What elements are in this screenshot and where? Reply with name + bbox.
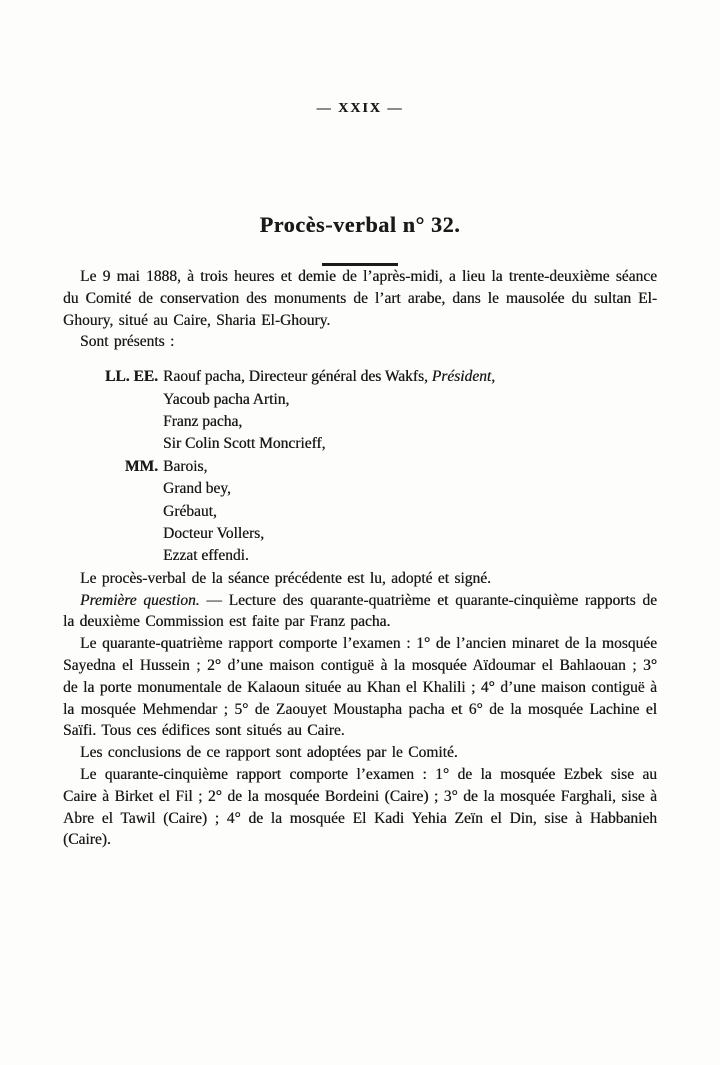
attendee-row [63, 456, 657, 478]
question-label: Première question. [80, 591, 200, 609]
report-44-paragraph: Le quarante-quatrième rapport comporte l’examen : 1° de l’ancien minaret de la mosquée Sayedna el Hussein ; 2° d’une maison contiguë à la mosquée Aïdoumar el Bahlaouan ; 3° de la porte monumentale de Kalaoun située au Khan el Khalili ; 4° d’une maison contiguë à la mosquée Mehmendar ; 5° de Zaouyet Moustapha pacha et 6° de la mosquée Lachine el Saïfi. Tous ces édifices sont situés au Caire. [63, 635, 657, 740]
attendee-group-label [63, 411, 163, 433]
attendee-name: Grand bey, [163, 480, 231, 498]
presents-label: Sont présents : [80, 333, 175, 351]
attendee-name: Ezzat effendi. [163, 547, 249, 565]
attendee-group-label [63, 433, 163, 455]
attendee-row [63, 411, 657, 433]
attendees-list [63, 366, 657, 568]
attendee-name: Franz pacha, [163, 413, 243, 430]
report-44-conclusion: Les conclusions de ce rapport sont adoptées par le Comité. [80, 744, 458, 762]
attendee-name [163, 366, 657, 388]
attendee-name-text: Raouf pacha, Directeur général des Wakfs, [163, 368, 432, 386]
attendee-group-label [63, 478, 163, 500]
attendee-group-label [63, 501, 163, 523]
report-45-paragraph: Le quarante-cinquième rapport comporte l’examen : 1° de la mosquée Ezbek sise au Caire à Birket el Fil ; 2° de la mosquée Bordeini (Caire) ; 3° de la mosquée Farghali, sise à Abre el Tawil (Caire) ; 4° de la mosquée El Kadi Yehia Zeïn el Din, sise à Habbanieh (Caire). [63, 766, 657, 849]
attendee-group-label: LL. EE. [105, 368, 158, 386]
page-number: — XXIX — [316, 101, 404, 116]
attendee-name: Grébaut, [163, 502, 217, 520]
attendee-role-president: Président, [431, 368, 496, 386]
first-question-paragraph [63, 590, 657, 634]
intro-paragraph: Le 9 mai 1888, à trois heures et demie de l’après-midi, a lieu la trente-deuxième séance du Comité de conservation des monuments de l’art arabe, dans le mausolée du sultan El-Ghoury, situé au Caire, Sharia El-Ghoury. [63, 268, 657, 329]
attendee-row [63, 366, 657, 388]
attendee-row [63, 523, 657, 545]
attendee-group-label [63, 389, 163, 411]
document-title: Procès-verbal n° 32. [259, 212, 461, 237]
attendee-group-label [63, 545, 163, 567]
attendee-row [63, 433, 657, 455]
attendee-row [63, 389, 657, 411]
attendee-group-label [63, 523, 163, 545]
attendee-name: Docteur Vollers, [163, 525, 265, 543]
attendee-group-label: MM. [124, 457, 158, 475]
attendee-row [63, 545, 657, 567]
attendee-name: Yacoub pacha Artin, [163, 390, 290, 408]
question-text: — Lecture des quarante-quatrième et quarante-cinquième rapports de la deuxième Commission est faite par Franz pacha. [63, 591, 657, 631]
document-body [0, 266, 720, 851]
minutes-approved-paragraph: Le procès-verbal de la séance précédente est lu, adopté et signé. [80, 569, 491, 587]
attendee-name: Sir Colin Scott Moncrieff, [163, 435, 326, 453]
attendee-row [63, 478, 657, 500]
attendee-row [63, 501, 657, 523]
attendee-name: Barois, [163, 457, 208, 475]
